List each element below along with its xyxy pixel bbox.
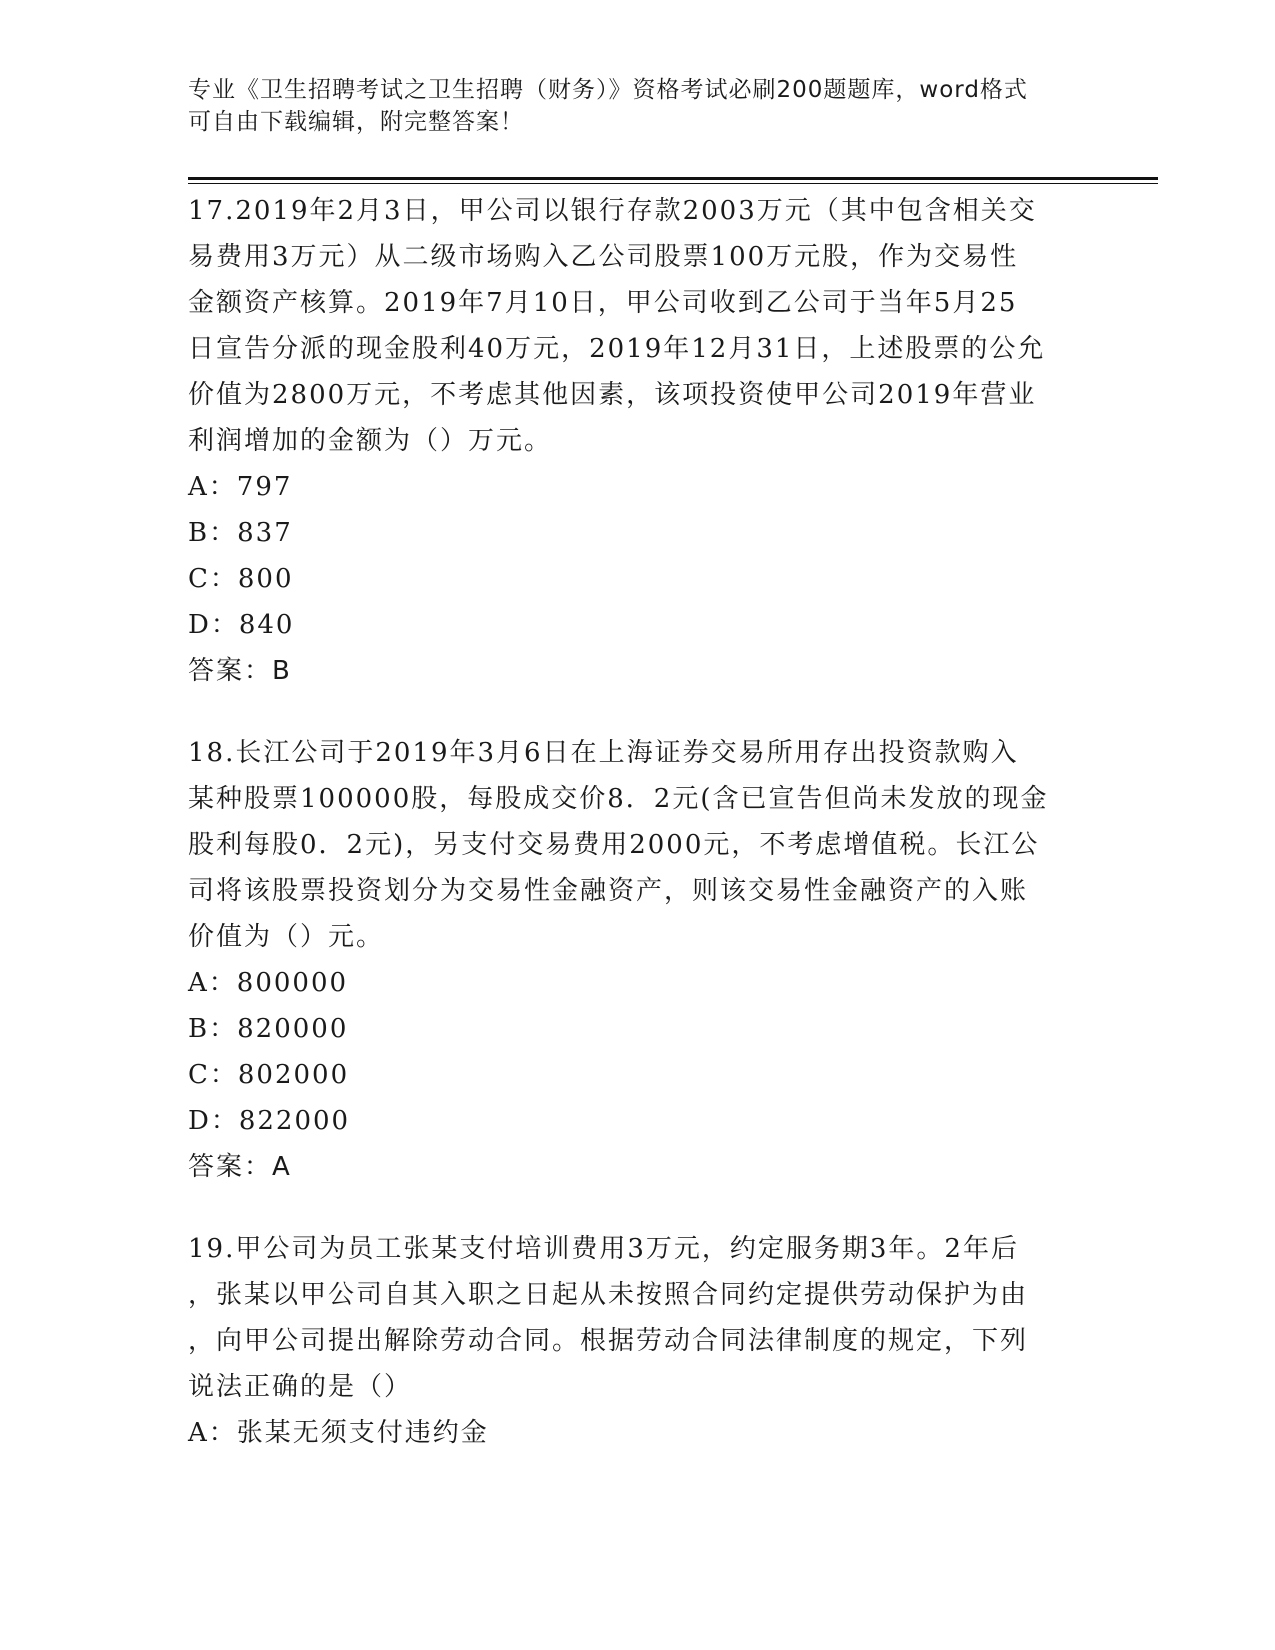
- question-stem-line: 18.长江公司于2019年3月6日在上海证券交易所用存出投资款购入: [188, 738, 1019, 768]
- question-17: [188, 188, 1088, 694]
- header-divider-thin: [188, 183, 1158, 184]
- question-stem-line: 价值为2800万元，不考虑其他因素，该项投资使甲公司2019年营业: [188, 380, 1037, 410]
- question-19: [188, 1226, 1088, 1456]
- question-stem-line: 说法正确的是（）: [188, 1372, 413, 1402]
- question-list: [188, 188, 1088, 1492]
- question-stem-line: 利润增加的金额为（）万元。: [188, 426, 553, 456]
- question-stem-line: ，张某以甲公司自其入职之日起从未按照合同约定提供劳动保护为由: [188, 1280, 1029, 1310]
- question-18: [188, 730, 1088, 1190]
- option-a: A：800000: [188, 968, 349, 998]
- option-b: B：820000: [188, 1014, 349, 1044]
- question-stem-line: ，向甲公司提出解除劳动合同。根据劳动合同法律制度的规定，下列: [188, 1326, 1029, 1356]
- question-stem-line: 日宣告分派的现金股利40万元，2019年12月31日，上述股票的公允: [188, 334, 1046, 364]
- option-c: C：802000: [188, 1060, 350, 1090]
- answer-label: 答案：A: [188, 1152, 292, 1182]
- document-header: [188, 74, 1088, 138]
- question-stem-line: 股利每股0．2元)，另支付交易费用2000元，不考虑增值税。长江公: [188, 830, 1040, 860]
- answer-label: 答案：B: [188, 656, 292, 686]
- question-stem-line: 金额资产核算。2019年7月10日，甲公司收到乙公司于当年5月25: [188, 288, 1018, 318]
- question-stem-line: 某种股票100000股，每股成交价8．2元(含已宣告但尚未发放的现金: [188, 784, 1049, 814]
- option-d: D：822000: [188, 1106, 351, 1136]
- question-stem-line: 17.2019年2月3日，甲公司以银行存款2003万元（其中包含相关交: [188, 196, 1037, 226]
- question-stem-line: 19.甲公司为员工张某支付培训费用3万元，约定服务期3年。2年后: [188, 1234, 1019, 1264]
- question-stem-line: 易费用3万元）从二级市场购入乙公司股票100万元股，作为交易性: [188, 242, 1019, 272]
- option-d: D：840: [188, 610, 295, 640]
- option-a: A：张某无须支付违约金: [188, 1418, 489, 1448]
- header-line-1: 专业《卫生招聘考试之卫生招聘（财务）》资格考试必刷200题题库，word格式: [188, 77, 1028, 103]
- option-a: A：797: [188, 472, 293, 502]
- option-c: C：800: [188, 564, 294, 594]
- question-stem-line: 价值为（）元。: [188, 922, 385, 952]
- header-line-2: 可自由下载编辑，附完整答案！: [188, 109, 524, 135]
- header-divider-thick: [188, 177, 1158, 180]
- option-b: B：837: [188, 518, 293, 548]
- question-stem-line: 司将该股票投资划分为交易性金融资产，则该交易性金融资产的入账: [188, 876, 1029, 906]
